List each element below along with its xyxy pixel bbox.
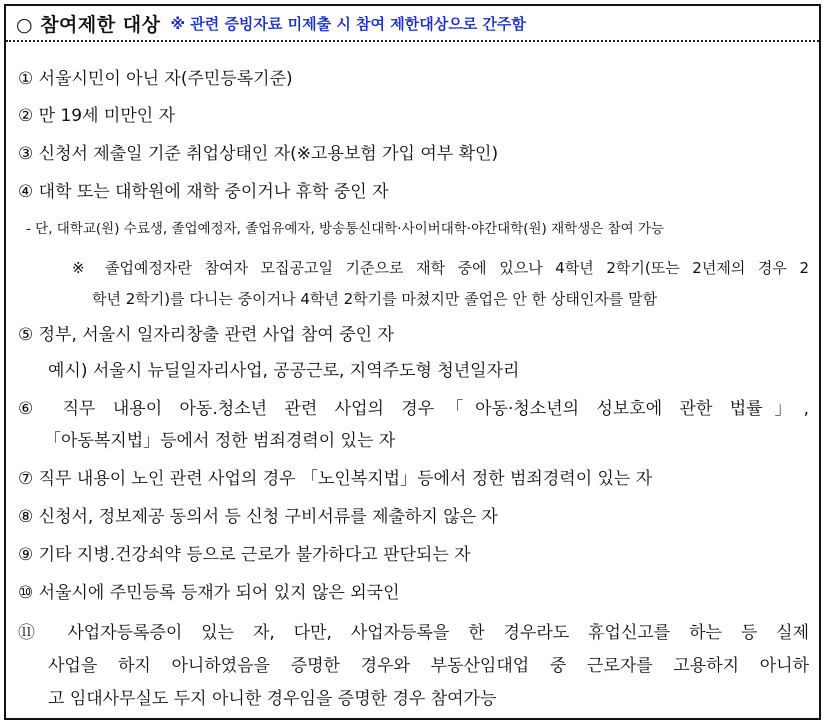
item-8: ⑧ 신청서, 정보제공 동의서 등 신청 구비서류를 제출하지 않은 자 xyxy=(18,507,498,527)
item-9: ⑨ 기타 지병.건강쇠약 등으로 근로가 불가하다고 판단되는 자 xyxy=(18,545,471,565)
item-11-line1: ⑪ 사업자등록증이 있는 자, 다만, 사업자등록을 한 경우라도 휴업신고를 하는 등 실제 xyxy=(18,623,809,643)
item-10: ⑩ 서울시에 주민등록 등재가 되어 있지 않은 외국인 xyxy=(18,583,400,603)
item-5: ⑤ 정부, 서울시 일자리창출 관련 사업 참여 중인 자 xyxy=(18,325,394,345)
section-title: ○ 참여제한 대상 xyxy=(16,13,161,36)
item-5-example: 예시) 서울시 뉴딜일자리사업, 공공근로, 지역주도형 청년일자리 xyxy=(48,361,520,381)
item-4-note-line1: ※ 졸업예정자란 참여자 모집공고일 기준으로 재학 중에 있으나 4학년 2학기(또는 2년제의 경우 2 xyxy=(72,259,809,277)
header-bar xyxy=(6,6,819,42)
item-3: ③ 신청서 제출일 기준 취업상태인 자(※고용보험 가입 여부 확인) xyxy=(18,144,499,164)
item-4-note-line2: 학년 2학기)를 다니는 중이거나 4학년 2학기를 마쳤지만 졸업은 안 한 상태인자를 말함 xyxy=(92,290,658,308)
section-note: ※ 관련 증빙자료 미제출 시 참여 제한대상으로 간주함 xyxy=(170,14,526,33)
item-11-line2: 사업을 하지 아니하였음을 증명한 경우와 부동산임대업 중 근로자를 고용하지 아니하 xyxy=(48,656,809,676)
item-7: ⑦ 직무 내용이 노인 관련 사업의 경우 「노인복지법」등에서 정한 범죄경력이 있는 자 xyxy=(18,469,653,489)
restriction-box xyxy=(4,4,821,720)
item-6-line2: 「아동복지법」등에서 정한 범죄경력이 있는 자 xyxy=(44,431,396,451)
item-1: ① 서울시민이 아닌 자(주민등록기준) xyxy=(18,69,293,89)
item-11-line3: 고 임대사무실도 두지 아니한 경우임을 증명한 경우 참여가능 xyxy=(48,689,497,709)
item-4: ④ 대학 또는 대학원에 재학 중이거나 휴학 중인 자 xyxy=(18,182,389,202)
item-6-line1: ⑥ 직무 내용이 아동.청소년 관련 사업의 경우「아동·청소년의 성보호에 관한 법률」, xyxy=(18,399,809,419)
item-4-exception: - 단, 대학교(원) 수료생, 졸업예정자, 졸업유예자, 방송통신대학·사이버대학·야간대학(원) 재학생은 참여 가능 xyxy=(26,221,665,237)
item-2: ② 만 19세 미만인 자 xyxy=(18,106,176,126)
